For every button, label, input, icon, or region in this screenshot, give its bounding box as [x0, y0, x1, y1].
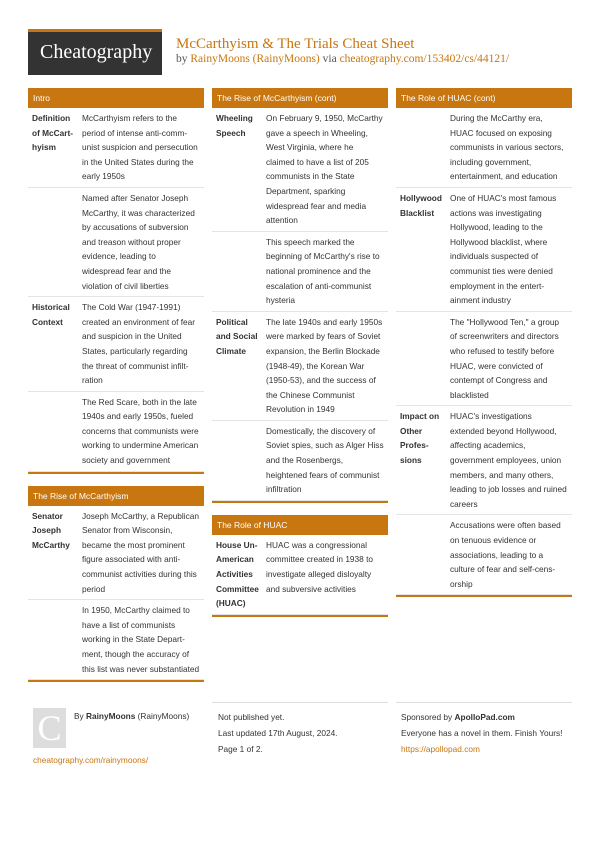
sponsor-link[interactable]: https://apollopad.com [401, 744, 480, 755]
row-label [212, 421, 266, 500]
table-row [212, 108, 388, 232]
table-row [28, 188, 204, 297]
sheet-url-link[interactable]: cheatography.com/153402/cs/44121/ [339, 53, 510, 65]
last-updated: Last updated 17th August, 2024. [218, 728, 338, 739]
row-text: Domestically, the discovery of Soviet spies, such as Alger Hiss and the Rosenbergs, heightened fears of communist infiltration [266, 425, 384, 495]
table-row [212, 421, 388, 501]
page-number: Page 1 of 2. [218, 744, 263, 755]
table-row [212, 312, 388, 421]
row-text: The Cold War (1947-1991) created an environment of fear and suspicion in the United States, particularly regarding the threat of communist infiltration [82, 302, 195, 386]
row-text: The late 1940s and early 1950s were marked by fears of Soviet expansion, the Berlin Blockade (1948-49), the Korean War (1950-53), and the success of the Chinese Communist Revolution in 1949 [266, 316, 383, 415]
table-row [212, 232, 388, 312]
table-row [28, 297, 204, 392]
row-label [396, 108, 450, 187]
row-text: During the McCarthy era, HUAC focused on exposing communists in various sectors, including government, entertainment, and education [450, 113, 564, 182]
row-label [28, 188, 82, 296]
columns [0, 88, 600, 694]
row-text: On February 9, 1950, McCarthy gave a speech in Wheeling, West Virginia, where he claimed to have a list of 205 communists in the State Department, sparking widespread fear and media attention [266, 113, 383, 226]
row-label: Hollywood Blacklist [400, 192, 442, 218]
table-row [396, 312, 572, 407]
section [212, 515, 388, 617]
row-text: Joseph McCarthy, a Republican Senator from Wisconsin, became the most prominent figure associated with anti-communist activities during this period [82, 510, 199, 594]
footer-status [212, 702, 388, 768]
row-text: This speech marked the beginning of McCarthy's rise to national prominence and the escalation of anti-communist hysteria [266, 236, 380, 306]
table-row [396, 515, 572, 595]
section [28, 486, 204, 683]
cheatography-logo[interactable] [28, 29, 162, 75]
row-text: Named after Senator Joseph McCarthy, it was characterized by accusations of subversion and treason without proper evidence, leading to widespread fear and the violation of civil liberties [82, 192, 195, 291]
page-footer [0, 702, 600, 788]
sponsor-tagline: Everyone has a novel in them. Finish Yours! [401, 728, 563, 739]
sheet-title: McCarthyism & The Trials Cheat Sheet [176, 36, 415, 52]
row-label: Impact on Other Professions [400, 411, 440, 466]
sponsor-name: ApolloPad.com [454, 712, 515, 723]
row-label: Definition of McCarthyism [32, 113, 74, 153]
by-text: by [176, 53, 188, 65]
table-row [28, 600, 204, 680]
via-text: via [322, 53, 337, 65]
row-text: The "Hollywood Ten," a group of screenwriters and directors who refused to testify before HUAC, were convicted of contempt of Congress and blacklisted [450, 316, 560, 400]
author-name: RainyMoons [86, 711, 136, 722]
author-avatar[interactable]: C [33, 708, 66, 748]
logo-text: Cheatography [40, 41, 153, 63]
column-3 [396, 88, 572, 609]
footer-sponsor [396, 702, 572, 768]
row-label: House Un-American Activities Committee (HUAC) [216, 539, 259, 609]
section-header: The Rise of McCarthyism [28, 486, 204, 506]
row-text: HUAC was a congressional committee created in 1938 to investigate alleged disloyalty and subversive activities [266, 539, 373, 594]
table-row [28, 108, 204, 188]
row-label: Wheeling Speech [216, 113, 253, 138]
row-text: Accusations were often based on tenuous evidence or associations, leading to a culture of fear and self-censorship [450, 520, 561, 589]
row-label: Political and Social Climate [216, 316, 258, 356]
column-2 [212, 88, 388, 629]
row-text: In 1950, McCarthy claimed to have a list of communists working in the State Department, though the accuracy of this list was never substantiated [82, 605, 200, 674]
row-label [396, 312, 450, 406]
row-label [212, 232, 266, 311]
section-header: The Rise of McCarthyism (cont) [212, 88, 388, 108]
row-label [396, 515, 450, 594]
byline [176, 53, 509, 65]
section-header: The Role of HUAC (cont) [396, 88, 572, 108]
section [28, 88, 204, 474]
footer-author [28, 702, 204, 768]
row-text: The Red Scare, both in the late 1940s and early 1950s, fueled concerns that communists were working to undermine American society and government [82, 396, 199, 466]
table-row [396, 108, 572, 188]
column-1 [28, 88, 204, 694]
author-link[interactable]: RainyMoons (RainyMoons) [190, 53, 320, 65]
section-header: Intro [28, 88, 204, 108]
publish-status: Not published yet. [218, 712, 285, 723]
row-text: McCarthyism refers to the period of intense anti-communist suspicion and persecution in the United States during the early 1950s [82, 113, 198, 182]
sponsored-label: Sponsored by [401, 712, 453, 723]
row-label: Senator Joseph McCarthy [32, 510, 70, 550]
row-label: Historical Context [32, 302, 70, 327]
row-label [28, 392, 82, 471]
row-text: HUAC's investigations extended beyond Hollywood, affecting academics, government employees, union members, and many others, leading to job losses and ruined careers [450, 411, 567, 509]
page-header [0, 0, 600, 88]
table-row [396, 406, 572, 515]
table-row [28, 506, 204, 601]
section-header: The Role of HUAC [212, 515, 388, 535]
row-text: One of HUAC's most famous actions was investigating Hollywood, leading to the Hollywood blacklist, where individuals suspected of communist ties were denied employment in the entertainment industry [450, 192, 557, 306]
profile-link[interactable]: cheatography.com/rainymoons/ [33, 755, 149, 766]
row-label [28, 600, 82, 679]
table-row [28, 392, 204, 472]
table-row [212, 535, 388, 615]
section [396, 88, 572, 597]
section [212, 88, 388, 503]
author-handle: (RainyMoons) [137, 711, 190, 722]
table-row [396, 188, 572, 312]
by-label: By [74, 711, 84, 722]
